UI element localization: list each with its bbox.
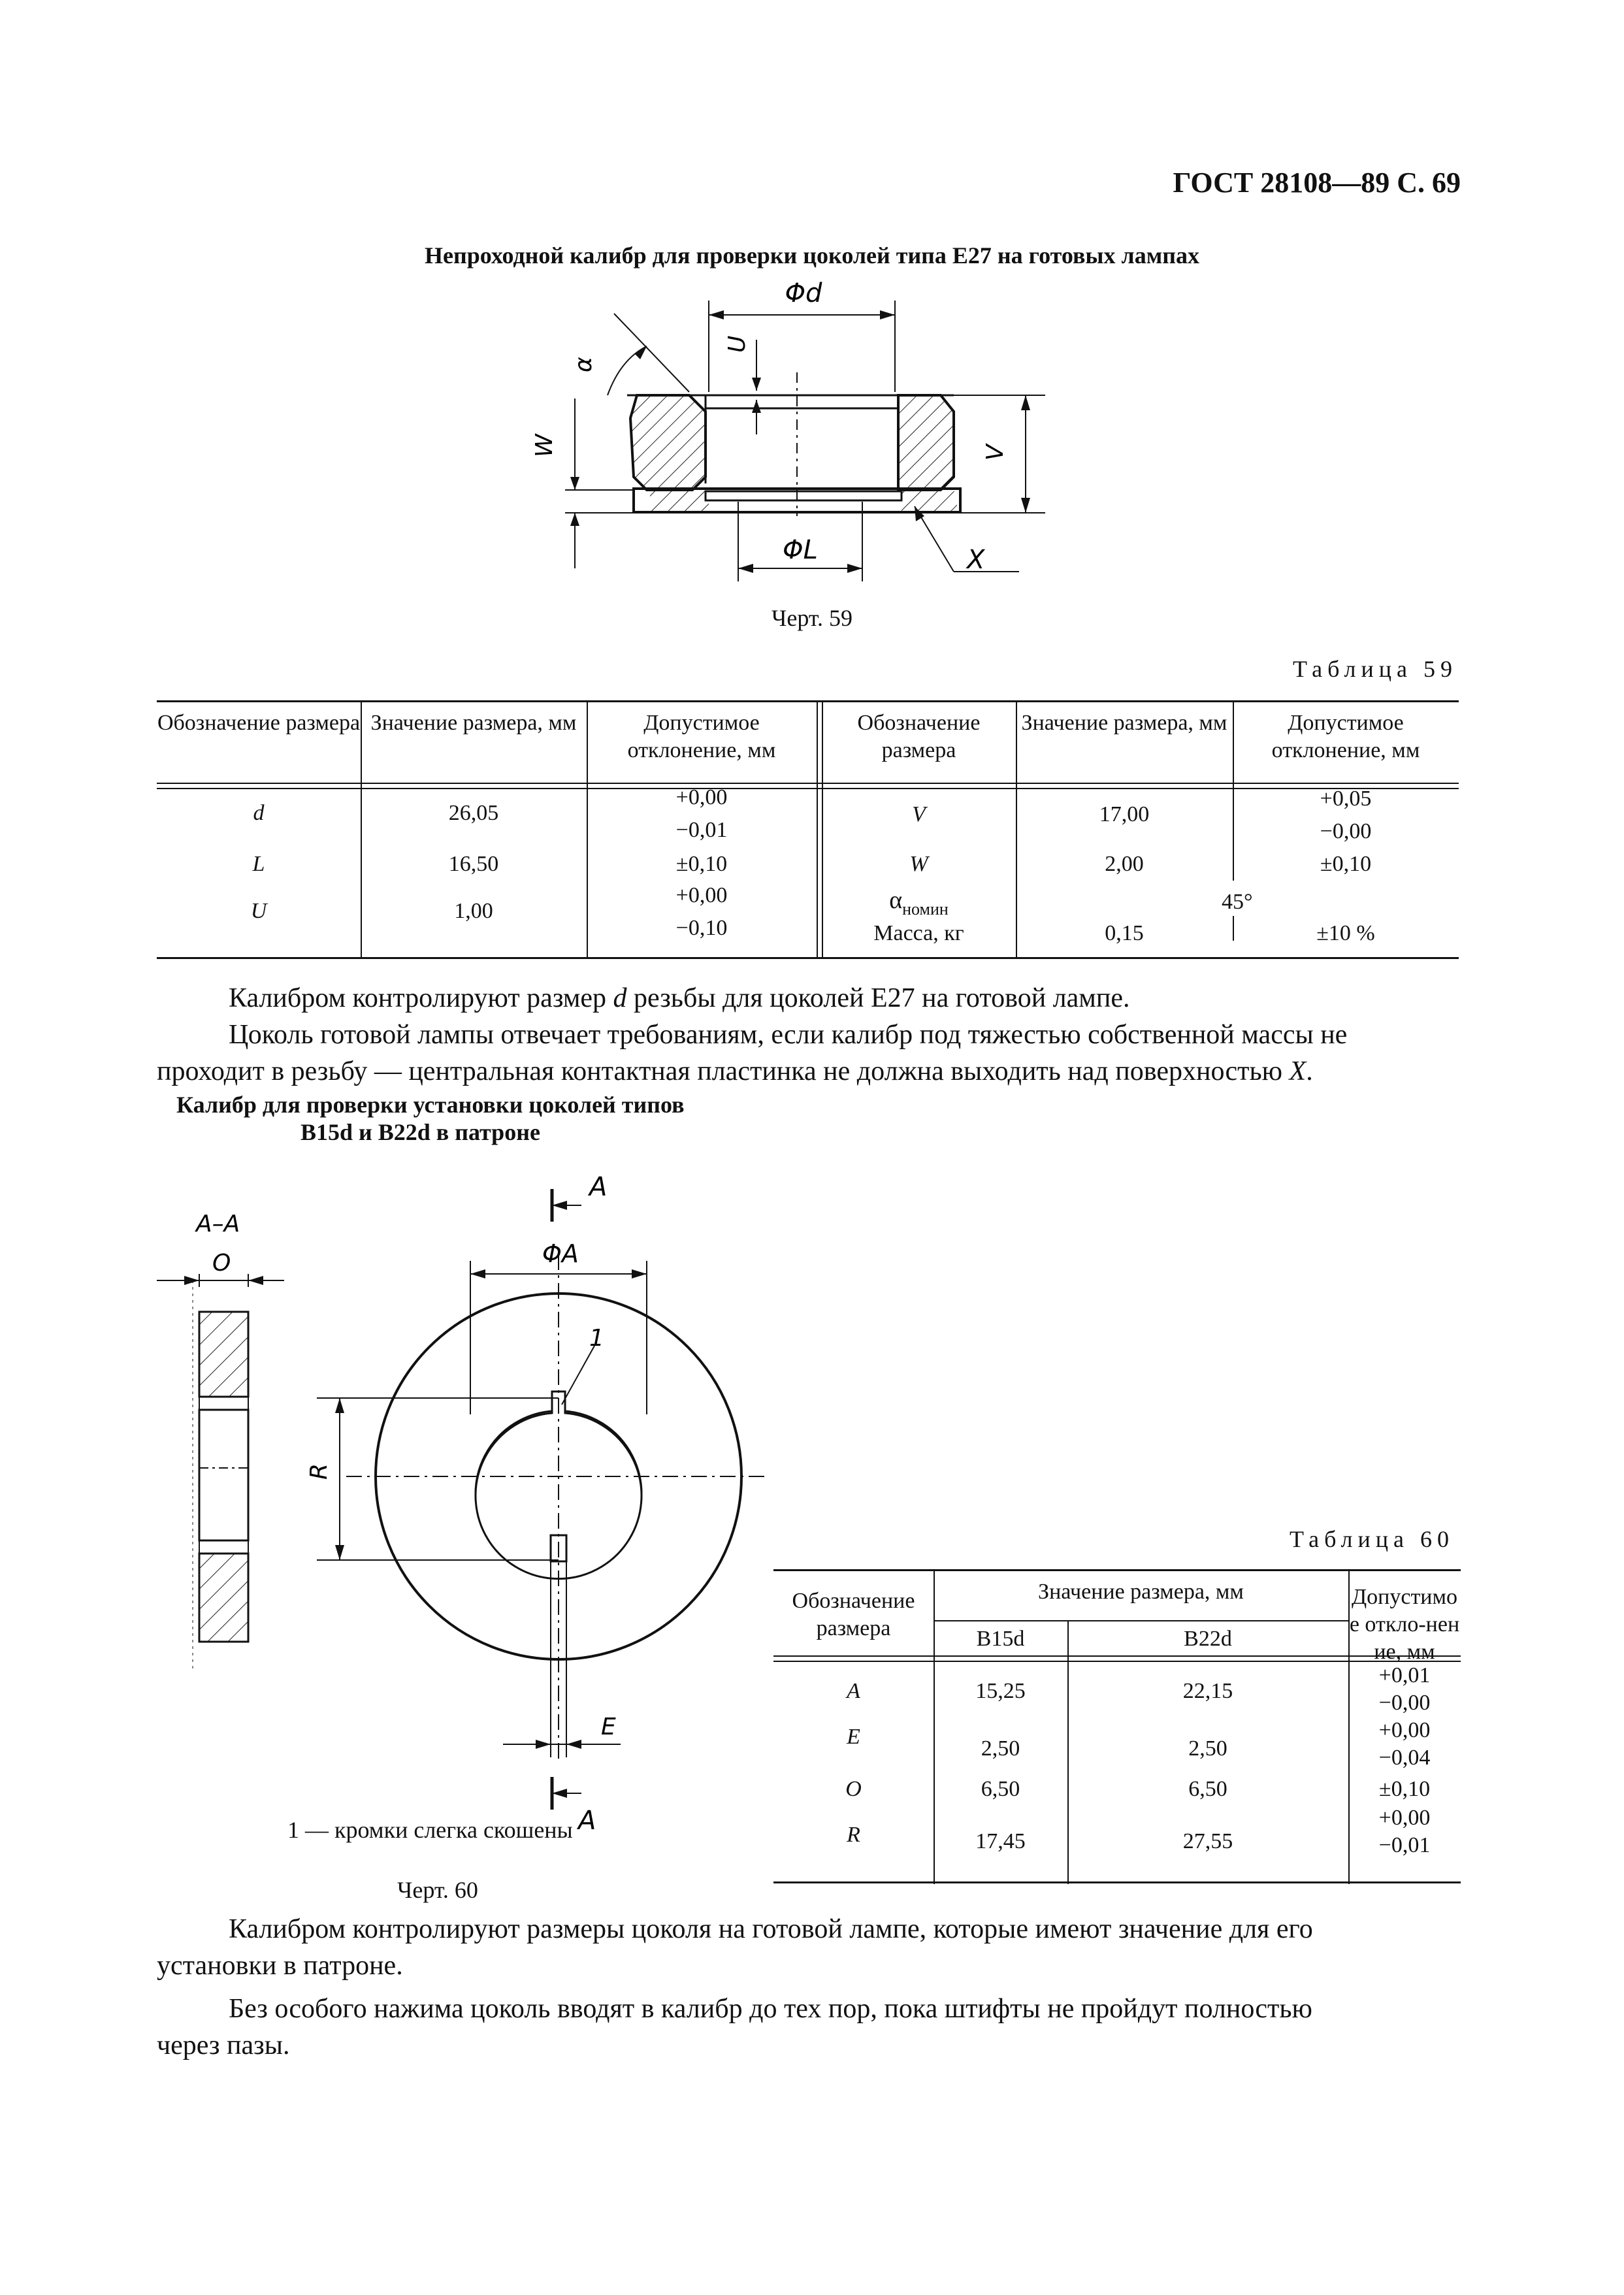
dim-label-l: ΦL bbox=[783, 535, 818, 565]
t59-h5: Значение размера, мм bbox=[1021, 711, 1227, 735]
t59-r3-tol1b: −0,10 bbox=[675, 916, 728, 940]
dim-label-w: W bbox=[531, 434, 558, 457]
paragraph2 bbox=[157, 1911, 1463, 2064]
t60-r2-sym: E bbox=[847, 1725, 860, 1749]
t59-r2-sym2: W bbox=[909, 852, 928, 876]
t60-r2-b15: 2,50 bbox=[981, 1736, 1020, 1761]
table60-label: Таблица 60 bbox=[1290, 1526, 1454, 1552]
t59-mass-label: Масса, кг bbox=[873, 921, 964, 945]
label-a-bottom: A bbox=[578, 1806, 596, 1836]
t59-r1-val1: 26,05 bbox=[448, 801, 499, 825]
label-e: E bbox=[601, 1714, 616, 1740]
t59-r2-val1: 16,50 bbox=[448, 852, 499, 876]
t60-r1-tolb: −0,00 bbox=[1378, 1691, 1431, 1715]
t60-r3-tol: ±0,10 bbox=[1378, 1777, 1431, 1801]
section2-title-line1: Калибр для проверки установки цоколей типов bbox=[176, 1092, 685, 1118]
note-60: 1 — кромки слегка скошены bbox=[287, 1817, 573, 1843]
t59-r2-sym1: L bbox=[252, 852, 265, 876]
t59-r3-tol1a: +0,00 bbox=[675, 883, 728, 907]
page-header: ГОСТ 28108—89 С. 69 bbox=[1173, 167, 1461, 199]
t59-r1-sym2: V bbox=[912, 802, 926, 826]
t59-r2-tol2: ±0,10 bbox=[1320, 852, 1372, 876]
label-o: O bbox=[212, 1250, 231, 1277]
t60-r2-tola: +0,00 bbox=[1378, 1718, 1431, 1742]
label-a-top: A bbox=[589, 1172, 608, 1202]
table60 bbox=[773, 1569, 1461, 1884]
t59-h6: Допустимое отклонение, мм bbox=[1271, 711, 1420, 762]
caption-59: Черт. 59 bbox=[771, 605, 853, 631]
t59-h1: Обозначение размера bbox=[157, 711, 361, 735]
t60-r3-sym: O bbox=[845, 1777, 862, 1801]
p2-line4: через пазы. bbox=[157, 2030, 290, 2060]
t60-h-sym: Обозначение размера bbox=[792, 1589, 915, 1640]
table59-label: Таблица 59 bbox=[1293, 656, 1457, 682]
t60-r1-b15: 15,25 bbox=[975, 1679, 1026, 1703]
t60-h-tol: Допустимое откло-нение, мм bbox=[1349, 1585, 1460, 1664]
label-phi-a: ΦA bbox=[542, 1239, 579, 1268]
t60-r4-b15: 17,45 bbox=[975, 1829, 1026, 1853]
t60-r4-tolb: −0,01 bbox=[1378, 1833, 1431, 1857]
t59-r3-sym1: U bbox=[250, 899, 267, 923]
t59-h4: Обозначение размера bbox=[857, 711, 981, 762]
t59-mass-tol: ±10 % bbox=[1316, 921, 1375, 945]
t60-h-b22: B22d bbox=[1184, 1627, 1232, 1651]
t59-h3: Допустимое отклонение, мм bbox=[627, 711, 776, 762]
t59-r1-val2: 17,00 bbox=[1099, 802, 1150, 826]
t60-h-b15: B15d bbox=[976, 1627, 1025, 1651]
t59-r1-tol1b: −0,01 bbox=[675, 818, 728, 842]
t60-r1-b22: 22,15 bbox=[1182, 1679, 1233, 1703]
caption-60: Черт. 60 bbox=[397, 1877, 478, 1903]
p1-line2: Цоколь готовой лампы отвечает требованиям, если калибр под тяжестью собственной массы не bbox=[229, 1020, 1348, 1050]
t60-r1-tola: +0,01 bbox=[1378, 1663, 1431, 1687]
t60-r3-b15: 6,50 bbox=[981, 1777, 1020, 1801]
t59-r1-tol2a: +0,05 bbox=[1320, 787, 1372, 811]
dim-label-d: Φd bbox=[785, 278, 822, 308]
p2-line3: Без особого нажима цоколь вводят в калибр до тех пор, пока штифты не пройдут полностью bbox=[229, 1994, 1312, 2024]
dim-label-x: X bbox=[967, 545, 985, 575]
label-r: R bbox=[306, 1463, 333, 1480]
t59-r2-tol1: ±0,10 bbox=[675, 852, 728, 876]
section1-title: Непроходной калибр для проверки цоколей типа Е27 на готовых лампах bbox=[425, 242, 1199, 269]
t59-mass-val: 0,15 bbox=[1105, 921, 1144, 945]
t59-r1-sym1: d bbox=[253, 801, 265, 825]
table59 bbox=[157, 700, 1459, 959]
t60-h-val: Значение размера, мм bbox=[1038, 1580, 1244, 1604]
t59-h2: Значение размера, мм bbox=[370, 711, 577, 735]
t60-r2-tolb: −0,04 bbox=[1378, 1746, 1431, 1770]
dim-label-v: V bbox=[982, 444, 1009, 461]
p1-line3: проходит в резьбу — центральная контактная пластинка не должна выходить над поверхностью X. bbox=[157, 1056, 1313, 1086]
t59-r1-tol2b: −0,00 bbox=[1320, 819, 1372, 843]
t60-r4-b22: 27,55 bbox=[1182, 1829, 1233, 1853]
drawing-59 bbox=[531, 278, 1071, 621]
t60-r2-b22: 2,50 bbox=[1188, 1736, 1227, 1761]
t60-r1-sym: A bbox=[847, 1679, 860, 1703]
p2-line1: Калибром контролируют размеры цоколя на готовой лампе, которые имеют значение для его bbox=[229, 1914, 1313, 1944]
label-one: 1 bbox=[589, 1325, 604, 1352]
dim-label-alpha: α bbox=[570, 357, 597, 372]
dim-label-u: U bbox=[724, 335, 751, 353]
p2-line2: установки в патроне. bbox=[157, 1951, 403, 1981]
t60-r4-sym: R bbox=[847, 1823, 860, 1847]
t60-r3-b22: 6,50 bbox=[1188, 1777, 1227, 1801]
t60-r4-tola: +0,00 bbox=[1378, 1806, 1431, 1830]
section2-title-line2: B15d и B22d в патроне bbox=[300, 1119, 540, 1145]
t59-r2-val2: 2,00 bbox=[1105, 852, 1144, 876]
p1-line1: Калибром контролируют размер d резьбы для цоколей Е27 на готовой лампе. bbox=[229, 983, 1130, 1013]
t59-alpha-val: 45° bbox=[1222, 890, 1253, 914]
t59-r1-tol1a: +0,00 bbox=[675, 785, 728, 809]
t59-alpha: $\alpha_{номин}$ bbox=[889, 887, 949, 919]
t59-r3-val1: 1,00 bbox=[454, 899, 493, 923]
label-section-aa: А–А bbox=[196, 1211, 240, 1237]
paragraph1 bbox=[157, 980, 1463, 1090]
